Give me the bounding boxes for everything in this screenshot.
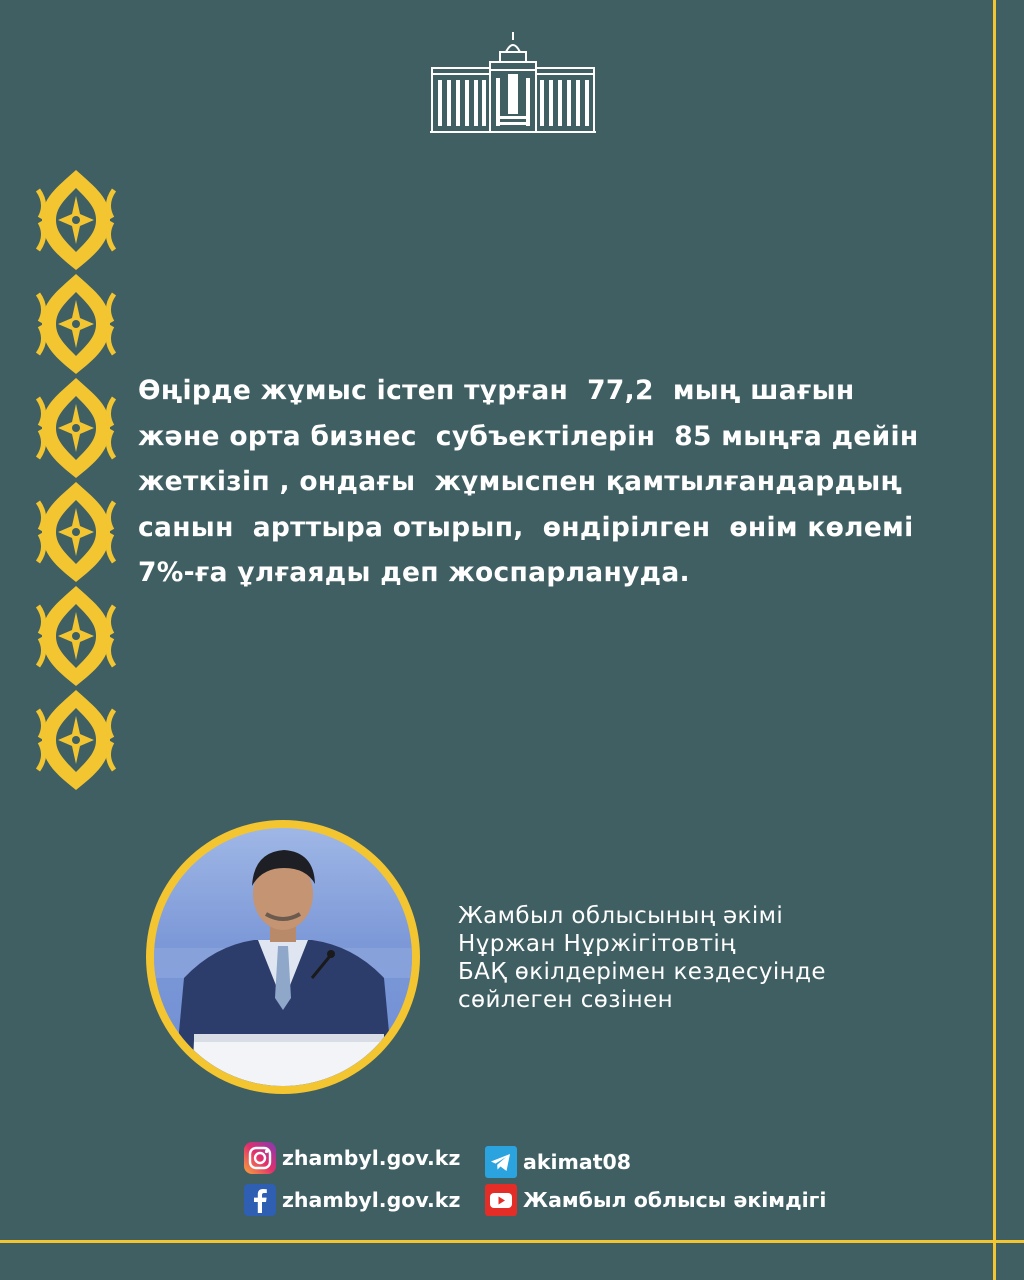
telegram-handle: akimat08 (523, 1150, 632, 1174)
telegram-icon (484, 1145, 518, 1179)
speaker-illustration (154, 828, 412, 1086)
facebook-handle: zhambyl.gov.kz (282, 1188, 461, 1212)
kazakh-ornament-icon (36, 170, 116, 790)
instagram-icon (243, 1141, 277, 1175)
facebook-icon (243, 1183, 277, 1217)
government-building-logo (430, 30, 596, 134)
frame-line-horizontal (0, 1240, 1024, 1243)
instagram-link[interactable] (243, 1140, 460, 1176)
quote-line: санын арттыра отырып, өндірілген өнім көлемі (138, 511, 914, 543)
youtube-channel: Жамбыл облысы әкімдігі (523, 1188, 827, 1212)
quote-line: және орта бизнес субъектілерін 85 мыңға дейін (138, 420, 919, 452)
quote-line: 7%-ға ұлғаяды деп жоспарлануда. (138, 557, 690, 588)
quote-line: жеткізіп , ондағы жұмыспен қамтылғандардың (138, 466, 903, 497)
caption-line: Жамбыл облысының әкімі (458, 903, 784, 929)
speaker-photo-frame (146, 820, 420, 1094)
quote-text (138, 368, 958, 596)
facebook-link[interactable] (243, 1182, 460, 1218)
caption-line: Нұржан Нұржігітовтің (458, 931, 736, 957)
quote-line: Өңірде жұмыс істеп тұрған 77,2 мың шағын (138, 375, 855, 406)
speaker-caption (458, 902, 918, 1014)
youtube-icon (484, 1183, 518, 1217)
caption-line: БАҚ өкілдерімен кездесуінде (458, 959, 826, 985)
telegram-link[interactable] (484, 1144, 631, 1180)
youtube-link[interactable] (484, 1182, 826, 1218)
instagram-handle: zhambyl.gov.kz (282, 1146, 461, 1170)
frame-line-vertical (993, 0, 996, 1280)
speaker-photo (154, 828, 412, 1086)
caption-line: сөйлеген сөзінен (458, 987, 674, 1013)
